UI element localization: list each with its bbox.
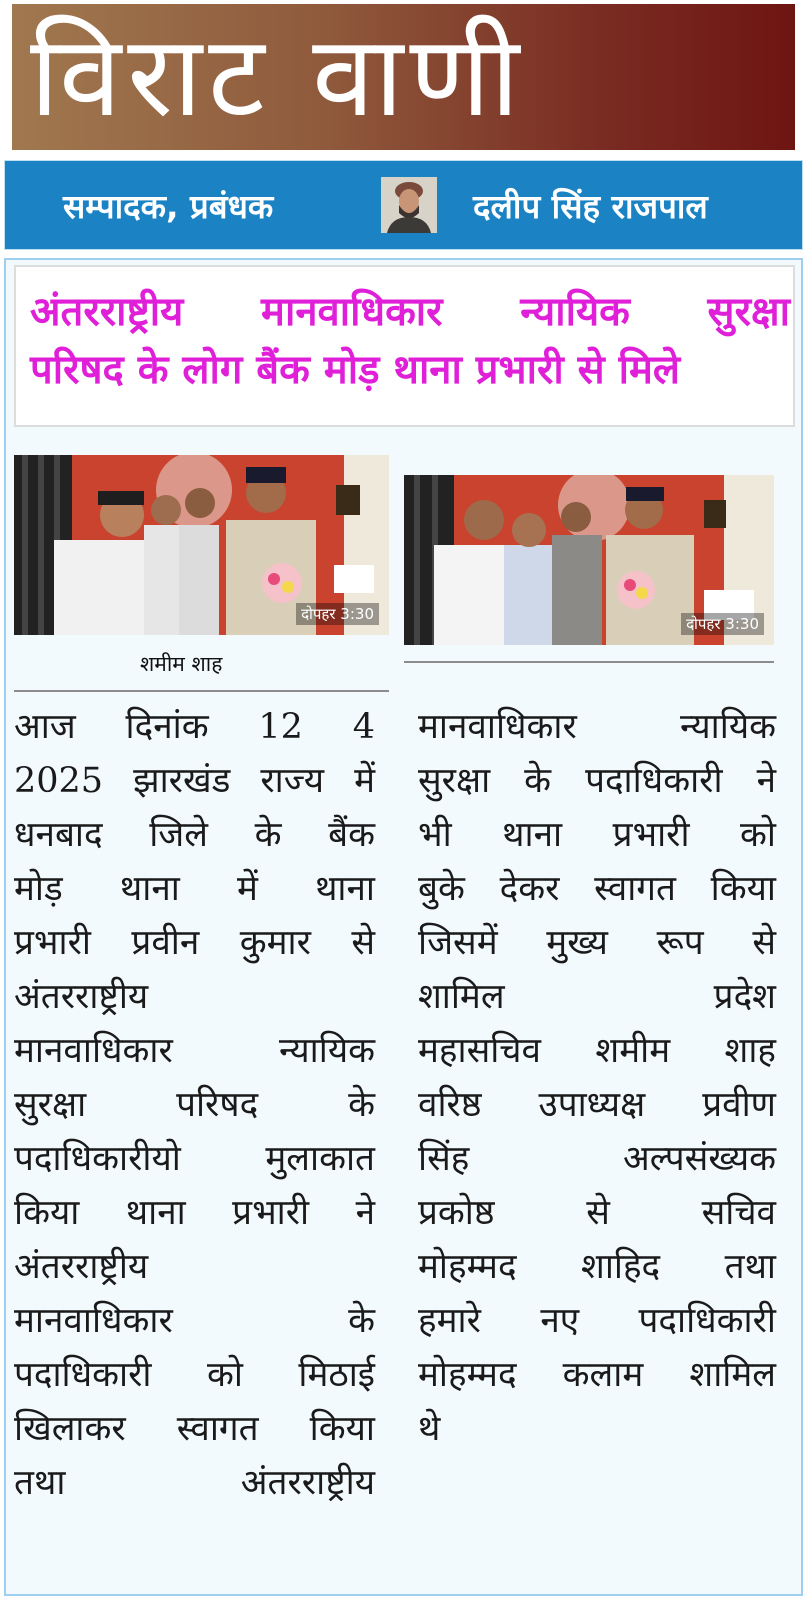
article-line: पदाधिकारी को मिठाई — [14, 1355, 375, 1395]
editor-name: दलीप सिंह राजपाल — [473, 187, 708, 226]
headline — [30, 283, 790, 399]
article-line: 2025 झारखंड राज्य में — [14, 761, 375, 801]
article-line: बुके देकर स्वागत किया — [418, 869, 776, 909]
headline-line-2: परिषद के लोग बैंक मोड़ थाना प्रभारी से मिले — [30, 347, 681, 393]
article-line: सुरक्षा के पदाधिकारी ने — [418, 761, 776, 801]
headline-line-1: अंतरराष्ट्रीय मानवाधिकार न्यायिक सुरक्षा — [30, 289, 790, 335]
article-line: तथा अंतरराष्ट्रीय — [14, 1463, 375, 1503]
article-line: सिंह अल्पसंख्यक — [418, 1139, 776, 1179]
editor-bar — [4, 160, 803, 250]
article-line: थे — [418, 1409, 441, 1449]
article-column-left — [14, 700, 375, 1510]
editor-role: सम्पादक, प्रबंधक — [63, 187, 274, 226]
photo-1-timestamp: दोपहर 3:30 — [296, 603, 379, 625]
article-line: धनबाद जिले के बैंक — [14, 815, 375, 855]
article-line: प्रभारी प्रवीन कुमार से — [14, 923, 375, 963]
article-line: मोड़ थाना में थाना — [14, 869, 375, 909]
editor-avatar — [381, 177, 437, 233]
article-line: मोहम्मद कलाम शामिल — [418, 1355, 776, 1395]
article-line: भी थाना प्रभारी को — [418, 815, 776, 855]
article-line: पदाधिकारीयो मुलाकात — [14, 1139, 375, 1179]
photo-2-divider — [404, 661, 774, 663]
article-line: अंतरराष्ट्रीय — [14, 977, 149, 1017]
article-line: वरिष्ठ उपाध्यक्ष प्रवीण — [418, 1085, 776, 1125]
caption-divider — [14, 690, 389, 692]
article-line: मोहम्मद शाहिद तथा — [418, 1247, 776, 1287]
news-photo-2 — [404, 475, 774, 645]
article-line: सुरक्षा परिषद के — [14, 1085, 375, 1125]
article-line: आज दिनांक 12 4 — [14, 707, 375, 747]
article-line: मानवाधिकार न्यायिक — [418, 707, 776, 747]
article-line: महासचिव शमीम शाह — [418, 1031, 776, 1071]
article-line: अंतरराष्ट्रीय — [14, 1247, 149, 1287]
article-line: प्रकोष्ठ से सचिव — [418, 1193, 776, 1233]
article-line: खिलाकर स्वागत किया — [14, 1409, 375, 1449]
news-photo-1 — [14, 455, 389, 635]
article-line: शामिल प्रदेश — [418, 977, 776, 1017]
article-line: जिसमें मुख्य रूप से — [418, 923, 776, 963]
masthead — [12, 4, 795, 150]
photo-caption: शमीम शाह — [140, 652, 223, 676]
article-line: हमारे नए पदाधिकारी — [418, 1301, 776, 1341]
article-column-right — [418, 700, 776, 1456]
article-line: मानवाधिकार के — [14, 1301, 375, 1341]
article-line: किया थाना प्रभारी ने — [14, 1193, 375, 1233]
article-line: मानवाधिकार न्यायिक — [14, 1031, 375, 1071]
headline-box — [14, 265, 795, 427]
photo-2-timestamp: दोपहर 3:30 — [681, 613, 764, 635]
newspaper-title: विराट वाणी — [30, 12, 526, 142]
editor-portrait-icon — [381, 177, 437, 233]
